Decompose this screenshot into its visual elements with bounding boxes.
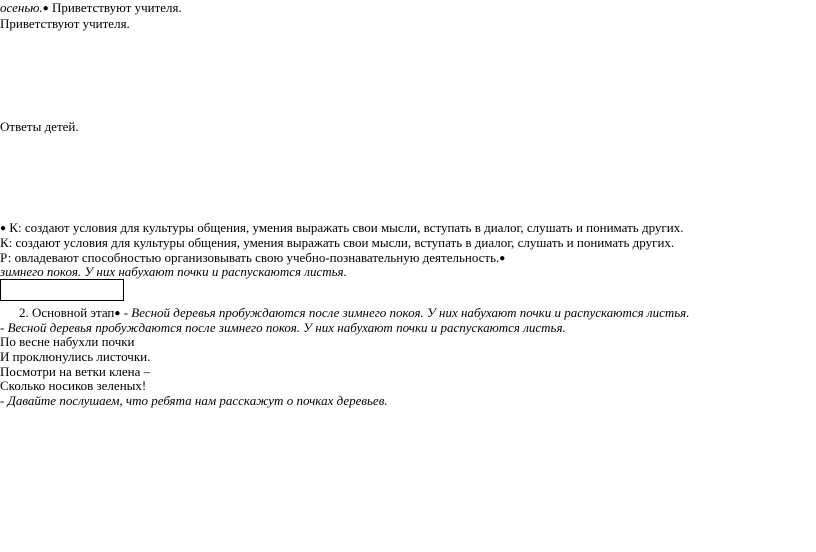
text-line: К: создают условия для культуры общения, умения выражать свои мысли, вступать в диалог, слушать и понимать других. xyxy=(0,235,675,250)
bullet-icon: ● xyxy=(42,3,49,14)
bullet-icon: ● xyxy=(114,308,121,319)
italic-fragment: - Весной деревья пробуждаются после зимнего покоя. У них набухают почки и распускаются листья. xyxy=(120,305,690,320)
text-fragment: К: создают условия для культуры общения, умения выражать свои мысли, вступать в диалог, слушать и понимать других. xyxy=(6,220,684,235)
bullet-icon: ● xyxy=(499,253,506,264)
text-line: зимнего покоя. У них набухают почки и распускаются листья. xyxy=(0,264,347,279)
poem-line: Сколько носиков зеленых! xyxy=(0,378,147,393)
poem-line: И проклюнулись листочки. xyxy=(0,349,151,364)
text-line xyxy=(0,220,683,236)
italic-fragment: осенью. xyxy=(0,0,43,15)
poem-line: По весне набухли почки xyxy=(0,334,135,349)
text-line: Ответы детей. xyxy=(0,119,79,134)
stage-heading xyxy=(19,305,689,321)
text-line: - Весной деревья пробуждаются после зимнего покоя. У них набухают почки и распускаются листья. xyxy=(0,320,566,335)
stage-label: 2. Основной этап xyxy=(19,305,115,320)
empty-frame xyxy=(0,279,124,301)
text-line: Приветствуют учителя. xyxy=(0,16,130,31)
poem-line: Посмотри на ветки клена – xyxy=(0,364,151,379)
text-line: - Давайте послушаем, что ребята нам расскажут о почках деревьев. xyxy=(0,393,388,408)
text-line xyxy=(0,0,182,16)
text-fragment: Приветствуют учителя. xyxy=(48,0,182,15)
text-fragment: Р: овладевают способностью организовывать свою учебно-познавательную деятельность. xyxy=(0,250,500,265)
bullet-icon: ● xyxy=(0,223,7,234)
